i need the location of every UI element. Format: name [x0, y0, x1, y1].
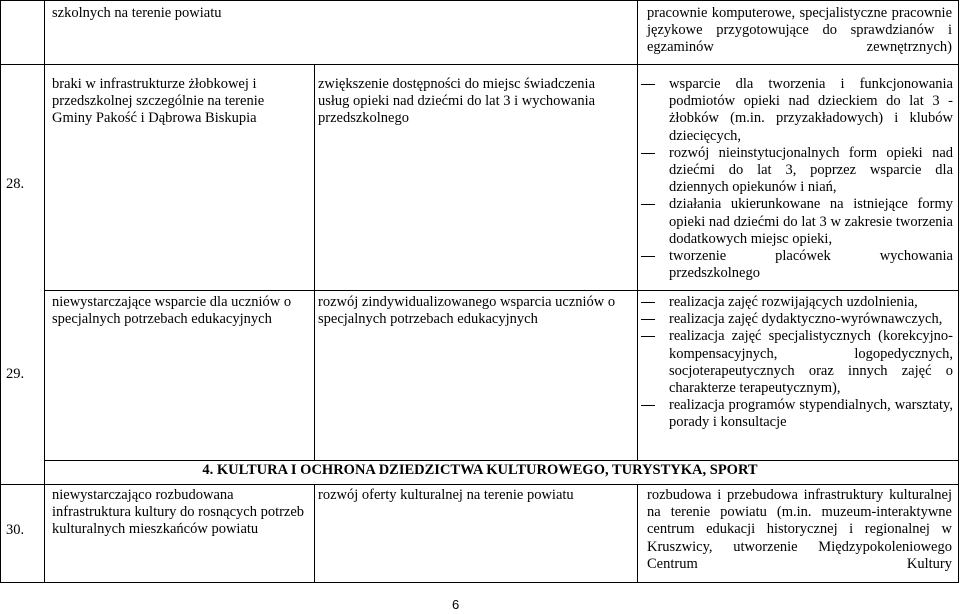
table-border-left	[0, 0, 1, 583]
list-item: realizacja zajęć specjalistycznych (korekcyjno-kompensacyjnych, logopedycznych, socjoterapeutycznych oraz innych zajęć o charakterze terapeutycznym),	[641, 328, 953, 397]
goal-text: zwiększenie dostępności do miejsc świadczenia usług opieki nad dziećmi do lat 3 i wychowania przedszkolnego	[318, 76, 596, 127]
action-text: rozbudowa i przebudowa infrastruktury kulturalnej na terenie powiatu (m.in. muzeum-interaktywne centrum edukacji historycznej i regionalnej w Kruszwicy, utworzenie Międzypokoleniowego Centrum Kultury	[647, 487, 952, 572]
col-divider-num	[44, 0, 45, 583]
goal-cell	[318, 76, 630, 128]
row-border-2	[44, 290, 959, 291]
list-item: rozwój nieinstytucjonalnych form opieki nad dziećmi do lat 3, poprzez wsparcie dla dziennych opiekunów i niań,	[641, 145, 953, 197]
top-row-left-text	[52, 5, 307, 22]
row-border-top	[0, 0, 959, 1]
problem-text: braki w infrastrukturze żłobkowej i przedszkolnej szczególnie na terenie Gminy Pakość i Dąbrowa Biskupia	[52, 76, 265, 127]
table-border-right	[958, 0, 959, 583]
row-number: 28.	[6, 176, 25, 192]
goal-cell	[318, 487, 630, 504]
actions-cell	[641, 76, 953, 282]
problem-cell	[52, 487, 307, 539]
top-row-right: pracownie komputerowe, specjalistyczne pracownie językowe przygotowujące do sprawdzianów i egzaminów zewnętrznych)	[647, 5, 952, 56]
top-row-left: szkolnych na terenie powiatu	[52, 5, 222, 21]
col-divider-problem	[314, 64, 315, 460]
actions-list	[641, 76, 953, 282]
list-item: tworzenie placówek wychowania przedszkolnego	[641, 248, 953, 282]
page-number: 6	[452, 597, 460, 612]
problem-cell	[52, 294, 307, 328]
row-border-section-bottom	[0, 484, 959, 485]
row-border-1	[0, 64, 959, 65]
goal-text: rozwój zindywidualizowanego wsparcia uczniów o specjalnych potrzebach edukacyjnych	[318, 294, 616, 328]
col-divider-goal	[637, 0, 638, 460]
actions-cell	[647, 487, 952, 573]
row-number: 30.	[6, 522, 25, 538]
row-number: 29.	[6, 366, 25, 382]
top-row-right-text	[647, 5, 952, 57]
list-item: realizacja programów stypendialnych, warsztaty, porady i konsultacje	[641, 397, 953, 431]
list-item: wsparcie dla tworzenia i funkcjonowania podmiotów opieki nad dzieckiem do lat 3 - żłobków (m.in. przyzakładowych) i klubów dziecięcych,	[641, 76, 953, 145]
list-item: realizacja zajęć rozwijających uzdolnienia,	[641, 294, 953, 311]
section-header: 4. KULTURA I OCHRONA DZIEDZICTWA KULTUROWEGO, TURYSTYKA, SPORT	[202, 462, 758, 478]
col-divider-problem-2	[314, 484, 315, 583]
problem-cell	[52, 76, 307, 128]
col-divider-goal-2	[637, 484, 638, 583]
list-item: realizacja zajęć dydaktyczno-wyrównawczych,	[641, 311, 953, 328]
goal-cell	[318, 294, 630, 328]
actions-list	[641, 294, 953, 432]
goal-text: rozwój oferty kulturalnej na terenie powiatu	[318, 487, 574, 503]
list-item: działania ukierunkowane na istniejące formy opieki nad dziećmi do lat 3 w zakresie tworzenia dodatkowych miejsc opieki,	[641, 196, 953, 248]
problem-text: niewystarczające wsparcie dla uczniów o specjalnych potrzebach edukacyjnych	[52, 294, 292, 328]
problem-text: niewystarczająco rozbudowana infrastruktura kultury do rosnących potrzeb kulturalnych mieszkańców powiatu	[52, 487, 305, 538]
row-border-section-top	[44, 460, 959, 461]
actions-cell	[641, 294, 953, 432]
row-border-bottom	[0, 582, 959, 583]
